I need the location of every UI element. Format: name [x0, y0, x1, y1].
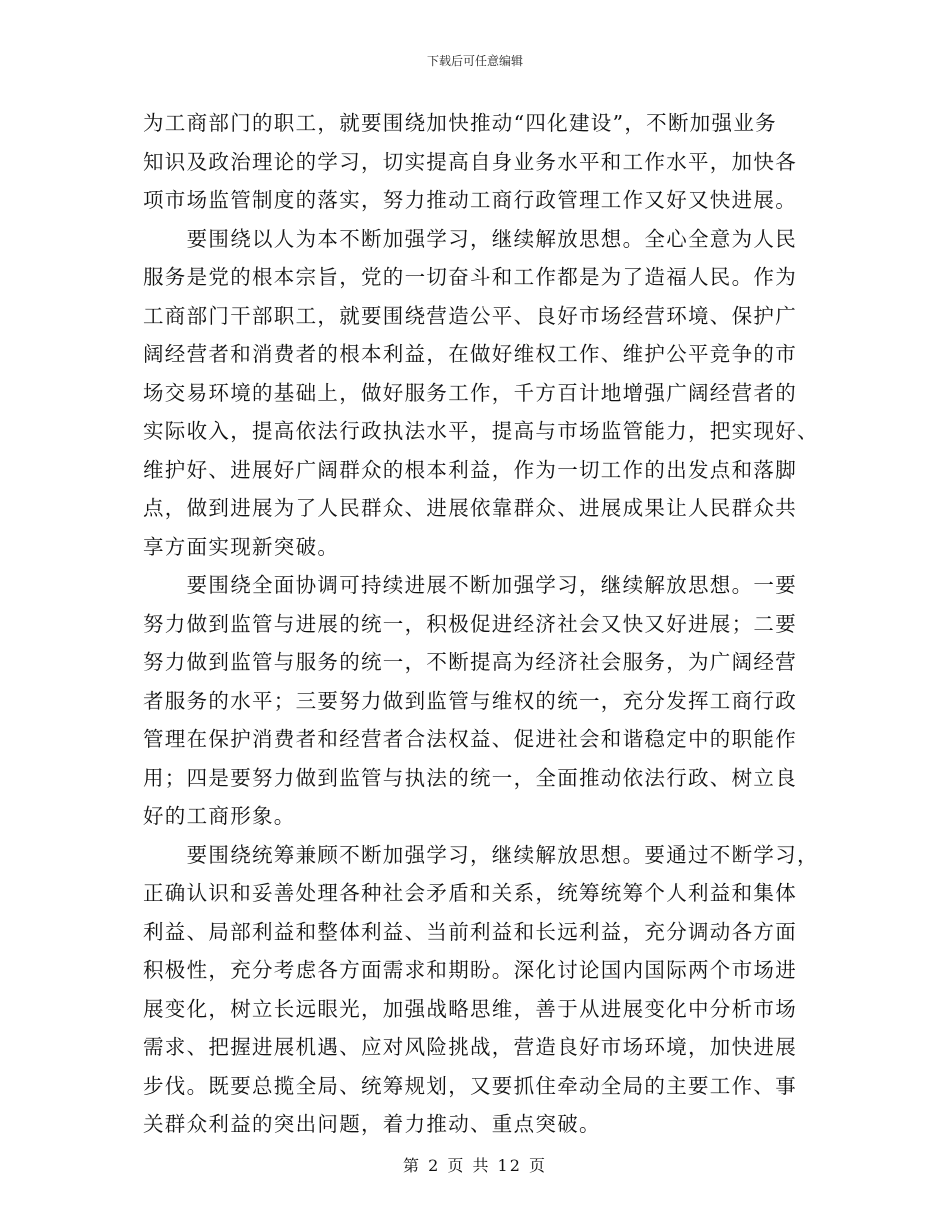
text-line: 享方面实现新突破。 — [143, 534, 340, 559]
text-line: 要围绕统筹兼顾不断加强学习，继续解放思想。要通过不断学习， — [143, 842, 819, 867]
text-line: 管理在保护消费者和经营者合法权益、促进社会和谐稳定中的职能作 — [143, 727, 797, 751]
page-footer: 第 2 页 共 12 页 — [403, 1156, 547, 1175]
page-header: 下载后可任意编辑 — [426, 54, 523, 68]
text-line: 阔经营者和消费者的根本利益，在做好维权工作、维护公平竞争的市 — [143, 342, 797, 366]
text-line: 点，做到进展为了人民群众、进展依靠群众、进展成果让人民群众共 — [143, 496, 797, 520]
text-line: 用；四是要努力做到监管与执法的统一，全面推动依法行政、树立良 — [143, 765, 797, 790]
text-line: 为工商部门的职工，就要围绕加快推动“四化建设”，不断加强业务 — [143, 111, 777, 135]
text-line: 知识及政治理论的学习，切实提高自身业务水平和工作水平，加快各 — [143, 149, 797, 174]
text-line: 好的工商形象。 — [143, 804, 296, 828]
text-line: 展变化，树立长远眼光，加强战略思维，善于从进展变化中分析市场 — [143, 996, 797, 1021]
text-line: 要围绕全面协调可持续进展不断加强学习，继续解放思想。一要 — [143, 573, 797, 597]
text-line: 努力做到监管与进展的统一，积极促进经济社会又快又好进展；二要 — [143, 611, 797, 636]
text-line: 正确认识和妥善处理各种社会矛盾和关系，统筹统筹个人利益和集体 — [143, 881, 797, 905]
text-line: 关群众利益的突出问题，着力推动、重点突破。 — [143, 1112, 601, 1136]
text-line: 工商部门干部职工，就要围绕营造公平、良好市场经营环境、保护广 — [143, 303, 797, 328]
text-line: 需求、把握进展机遇、应对风险挑战，营造良好市场环境，加快进展 — [143, 1035, 797, 1059]
text-line: 利益、局部利益和整体利益、当前利益和长远利益，充分调动各方面 — [143, 919, 797, 944]
document-body — [143, 104, 819, 1144]
text-line: 维护好、进展好广阔群众的根本利益，作为一切工作的出发点和落脚 — [143, 457, 797, 482]
text-line: 努力做到监管与服务的统一，不断提高为经济社会服务，为广阔经营 — [143, 650, 797, 674]
text-line: 积极性，充分考虑各方面需求和期盼。深化讨论国内国际两个市场进 — [143, 958, 797, 982]
text-line: 要围绕以人为本不断加强学习，继续解放思想。全心全意为人民 — [143, 226, 797, 251]
text-line: 场交易环境的基础上，做好服务工作，千方百计地增强广阔经营者的 — [143, 380, 797, 405]
text-line: 实际收入，提高依法行政执法水平，提高与市场监管能力，把实现好、 — [143, 419, 819, 443]
text-line: 服务是党的根本宗旨，党的一切奋斗和工作都是为了造福人民。作为 — [143, 265, 797, 289]
text-line: 者服务的水平；三要努力做到监管与维权的统一，充分发挥工商行政 — [143, 688, 797, 713]
text-line: 项市场监管制度的落实，努力推动工商行政管理工作又好又快进展。 — [143, 188, 797, 212]
text-line: 步伐。既要总揽全局、统筹规划，又要抓住牵动全局的主要工作、事 — [143, 1073, 797, 1098]
